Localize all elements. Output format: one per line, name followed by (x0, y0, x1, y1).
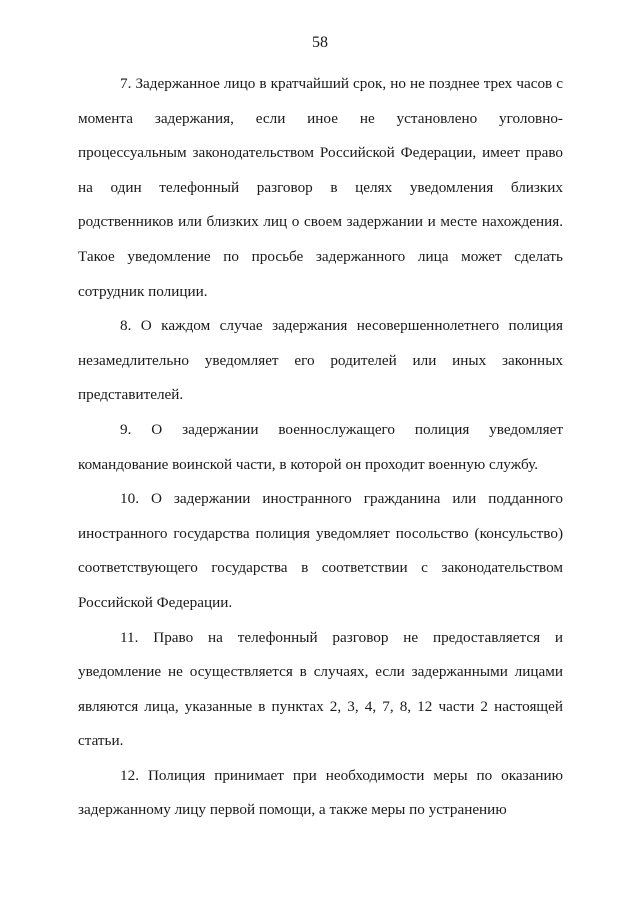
paragraph-12: 12. Полиция принимает при необходимости меры по оказанию задержанному лицу первой помощи, а также меры по устранению (78, 766, 563, 819)
paragraph-8: 8. О каждом случае задержания несовершеннолетнего полиция незамедлительно уведомляет его родителей или иных законных представителей. (78, 317, 563, 404)
paragraph-7: 7. Задержанное лицо в кратчайший срок, но не позднее трех часов с момента задержания, если иное не установлено уголовно-процессуальным законодательством Российской Федерации, имеет право на один телефонный разговор в целях уведомления близких родственников или близких лиц о своем задержании и месте нахождения. Такое уведомление по просьбе задержанного лица может сделать сотрудник полиции. (78, 75, 563, 300)
document-body (78, 67, 563, 828)
paragraph-10: 10. О задержании иностранного гражданина или подданного иностранного государства полиция уведомляет посольство (консульство) соответствующего государства в соответствии с законодательством Российской Федерации. (78, 490, 563, 611)
paragraph-11: 11. Право на телефонный разговор не предоставляется и уведомление не осуществляется в случаях, если задержанными лицами являются лица, указанные в пунктах 2, 3, 4, 7, 8, 12 части 2 настоящей статьи. (78, 628, 563, 750)
paragraph-9: 9. О задержании военнослужащего полиция уведомляет командование воинской части, в которой он проходит военную службу. (78, 420, 563, 473)
page-number: 58 (312, 34, 328, 51)
